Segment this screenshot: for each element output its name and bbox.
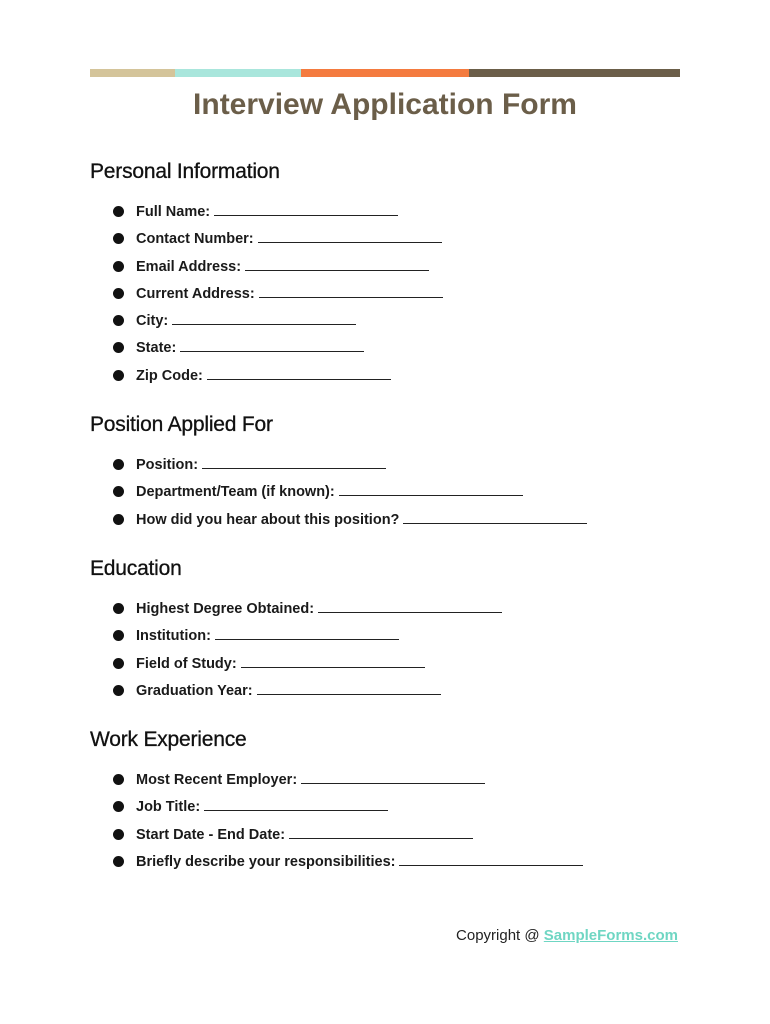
field-list [90, 598, 690, 707]
bullet-icon [113, 486, 124, 497]
bullet-icon [113, 288, 124, 299]
blank-line[interactable] [399, 851, 583, 866]
bullet-icon [113, 370, 124, 381]
bullet-icon [113, 603, 124, 614]
blank-line[interactable] [318, 598, 502, 613]
field-label: Job Title: [136, 799, 201, 816]
field-label: Zip Code: [136, 367, 203, 384]
field-label: Department/Team (if known): [136, 484, 335, 501]
field-list [90, 769, 690, 878]
section-heading: Position Applied For [90, 413, 273, 436]
bullet-icon [113, 829, 124, 840]
bullet-icon [113, 685, 124, 696]
list-item [90, 201, 690, 228]
list-item [90, 653, 690, 680]
field-label: Most Recent Employer: [136, 772, 298, 788]
color-bar-segment-teal [175, 69, 301, 77]
field-label: Briefly describe your responsibilities: [136, 853, 396, 870]
color-bar-segment-brown [469, 69, 680, 77]
bullet-icon [113, 261, 124, 272]
field-list [90, 454, 690, 536]
field-label: Position: [136, 457, 199, 473]
list-item [90, 509, 690, 536]
blank-line[interactable] [241, 653, 425, 668]
footer-copyright [456, 927, 678, 944]
list-item [90, 228, 690, 255]
blank-line[interactable] [257, 680, 441, 695]
bullet-icon [113, 206, 124, 217]
field-label: Highest Degree Obtained: [136, 601, 315, 617]
field-label: How did you hear about this position? [136, 511, 400, 528]
blank-line[interactable] [245, 256, 429, 271]
color-bar-segment-orange [301, 69, 469, 77]
page-title: Interview Application Form [193, 88, 577, 121]
brand-link[interactable]: SampleForms.com [543, 927, 678, 944]
blank-line[interactable] [207, 365, 391, 380]
bullet-icon [113, 342, 124, 353]
bullet-icon [113, 630, 124, 641]
list-item [90, 365, 690, 392]
list-item [90, 454, 690, 481]
field-label: Contact Number: [136, 231, 254, 248]
section-education [90, 557, 690, 707]
blank-line[interactable] [214, 201, 398, 216]
bullet-icon [113, 801, 124, 812]
list-item [90, 598, 690, 625]
list-item [90, 796, 690, 823]
bullet-icon [113, 514, 124, 525]
blank-line[interactable] [215, 625, 399, 640]
blank-line[interactable] [172, 310, 356, 325]
list-item [90, 283, 690, 310]
section-heading: Work Experience [90, 728, 247, 751]
list-item [90, 824, 690, 851]
blank-line[interactable] [301, 769, 485, 784]
section-heading: Personal Information [90, 160, 280, 183]
blank-line[interactable] [289, 824, 473, 839]
section-work-experience [90, 728, 690, 878]
field-label: Full Name: [136, 204, 211, 220]
field-label: City: [136, 313, 169, 330]
field-label: Institution: [136, 628, 211, 645]
blank-line[interactable] [202, 454, 386, 469]
bullet-icon [113, 233, 124, 244]
field-label: Graduation Year: [136, 682, 253, 699]
field-label: Field of Study: [136, 655, 237, 672]
list-item [90, 625, 690, 652]
bullet-icon [113, 774, 124, 785]
list-item [90, 256, 690, 283]
section-heading: Education [90, 557, 182, 580]
blank-line[interactable] [204, 796, 388, 811]
field-list [90, 201, 690, 392]
blank-line[interactable] [339, 481, 523, 496]
list-item [90, 310, 690, 337]
field-label: State: [136, 340, 177, 357]
bullet-icon [113, 315, 124, 326]
blank-line[interactable] [403, 509, 587, 524]
blank-line[interactable] [259, 283, 443, 298]
bullet-icon [113, 459, 124, 470]
field-label: Current Address: [136, 285, 255, 302]
list-item [90, 851, 690, 878]
field-label: Email Address: [136, 258, 242, 275]
field-label: Start Date - End Date: [136, 826, 286, 843]
copyright-text: Copyright @ [456, 927, 540, 944]
list-item [90, 769, 690, 796]
list-item [90, 337, 690, 364]
blank-line[interactable] [180, 337, 364, 352]
list-item [90, 680, 690, 707]
color-bar-segment-tan [90, 69, 175, 77]
section-position-applied-for [90, 413, 690, 536]
color-bar [90, 69, 680, 77]
section-personal-information [90, 160, 690, 392]
blank-line[interactable] [258, 228, 442, 243]
bullet-icon [113, 658, 124, 669]
list-item [90, 481, 690, 508]
bullet-icon [113, 856, 124, 867]
